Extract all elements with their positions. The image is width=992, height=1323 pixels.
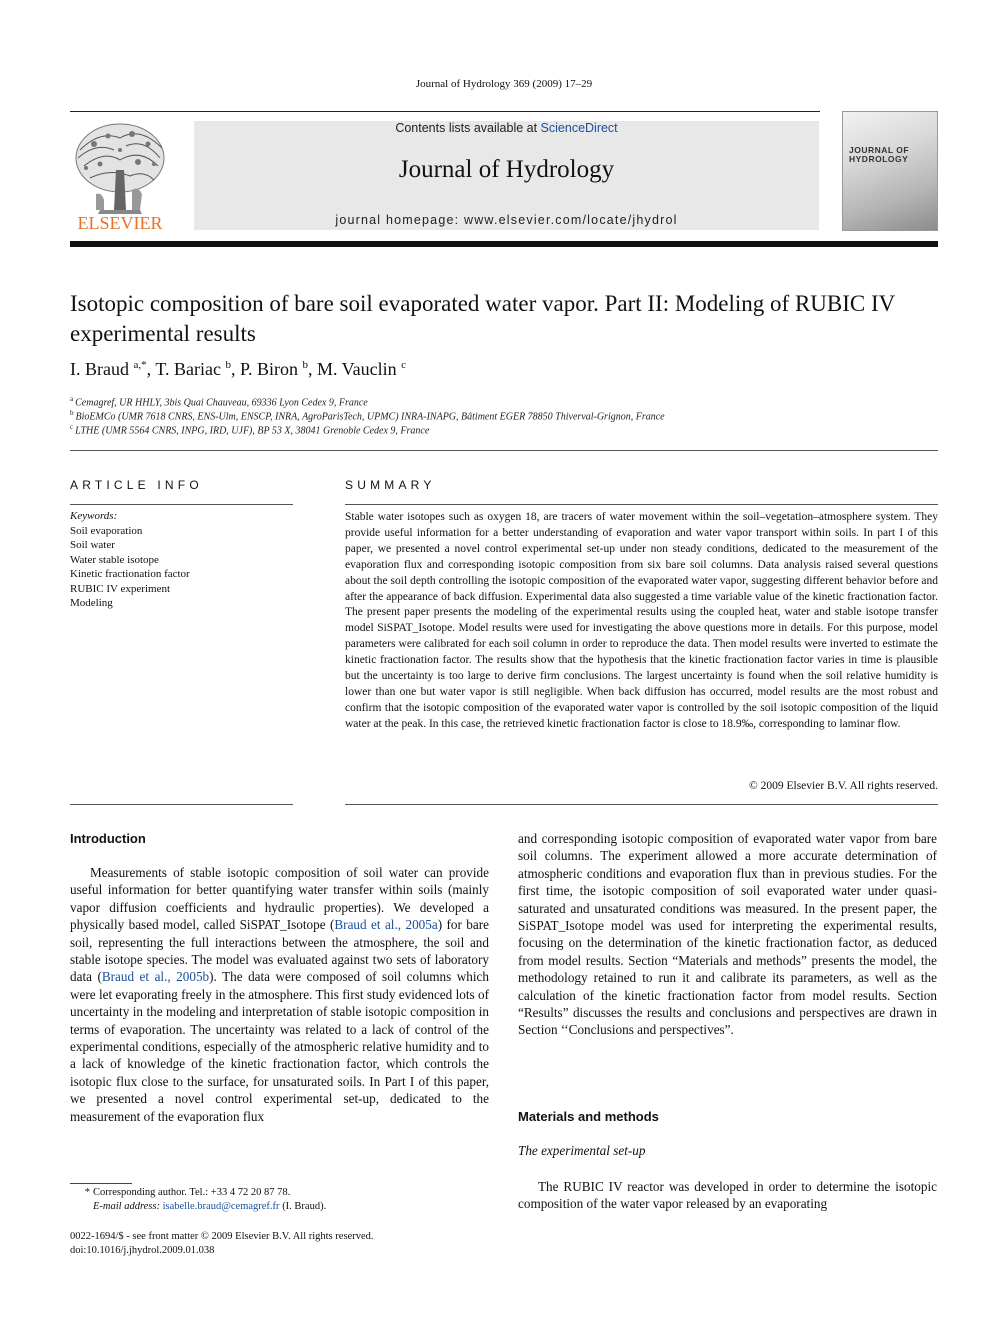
author-list: I. Braud $^{a,*}$, T. Bariac $^b$, P. Biron $^b$, M. Vauclin $^c$ [70,359,407,379]
issn-line: 0022-1694/$ - see front matter © 2009 Elsevier B.V. All rights reserved. [70,1231,374,1242]
divider [70,504,293,505]
running-head: Journal of Hydrology 369 (2009) 17–29 [415,78,593,90]
elsevier-logo[interactable] [70,120,170,232]
affiliation-mark: c [70,423,74,431]
contents-line [194,121,819,135]
email-link[interactable]: isabelle.braud@cemagref.fr [162,1201,280,1212]
elsevier-wordmark: ELSEVIER [77,213,163,232]
divider [345,804,938,805]
doi-line[interactable]: doi:10.1016/j.jhydrol.2009.01.038 [70,1245,215,1256]
author-name[interactable]: M. Vauclin [316,359,397,379]
contents-prefix: Contents lists available at [395,121,541,135]
header-rule [70,111,820,112]
affiliation-mark: a [70,395,74,403]
front-matter [70,1230,490,1258]
footnote [70,1186,490,1214]
footnote-marker: * [84,1187,90,1198]
text-run: ). The data were composed of soil columns which were let evaporating freely in the atmosphere. This first study evidenced lots of uncertainty in the modeling and interpretation of stable isotopic composition in terms of evaporation. The uncertainty was related to a lack of control of the experimental conditions, especially of the atmospheric relative humidity and to a lack of knowledge of the kinetic fractionation factor, which controls the isotopic flux close to the surface, for unsaturated soils. In Part I of this paper, we presented a novel control experimental set-up, dedicated to the measurement of the evaporation flux [70,969,490,1124]
article-title: Isotopic composition of bare soil evaporated water vapor. Part II: Modeling of RUBIC IV experimental results [70,291,895,346]
article-info-heading: ARTICLE INFO [70,478,203,492]
journal-cover-image[interactable] [842,111,938,231]
author-name[interactable]: P. Biron [239,359,298,379]
journal-homepage[interactable]: journal homepage: www.elsevier.com/locate/jhydrol [335,213,678,227]
citation-link[interactable]: Braud et al., 2005b [101,969,210,985]
header-thick-rule [70,241,938,247]
affiliation-mark: b [70,409,74,417]
affiliation-text: LTHE (UMR 5564 CNRS, INPG, IRD, UJF), BP 53 X, 38041 Grenoble Cedex 9, France [75,425,430,437]
keywords-list [70,509,293,611]
copyright-notice: © 2009 Elsevier B.V. All rights reserved. [749,780,938,792]
paragraph: The RUBIC IV reactor was developed in order to determine the isotopic composition of the water vapor released by an evaporating [518,1179,937,1212]
subsection-heading: The experimental set-up [518,1143,646,1158]
keyword: Soil water [70,539,115,551]
affiliation-text: BioEMCo (UMR 7618 CNRS, ENS-Ulm, ENSCP, INRA, AgroParisTech, UPMC) INRA-INAPG, Bâtiment EGER 78850 Thiverval-Grignon, France [75,411,665,423]
affiliation [70,395,930,408]
introduction-heading: Introduction [70,831,146,846]
footnote-rule [70,1183,132,1184]
affiliation-text: Cemagref, UR HHLY, 3bis Quai Chauveau, 69336 Lyon Cedex 9, France [75,397,368,409]
email-suffix: (I. Braud). [279,1201,327,1212]
summary-text: Stable water isotopes such as oxygen 18, are tracers of water movement within the soil–vegetation–atmosphere system. They provide useful information for a better understanding of evaporation and water vapor transport within soils. In part I of this paper, we presented a novel control experimental set-up under non steady conditions, dedicated to the measurement of the evaporation flux and corresponding isotopic composition from six bare soil columns. Data analysis raised several questions about the soil depth controlling the isotopic composition of the evaporated water vapor, suggesting different behavior before and after the appearance of back diffusion. Experimental data also suggested a time variable value of the kinetic fractionation factor. The present paper presents the modeling of the experimental results using the coupled heat, water and stable isotope transfer model SiSPAT_Isotope. Model results were used for investigating the above questions more in details. For this purpose, model parameters were calibrated for each soil column in order to reproduce the data. Then model results were inverted to estimate the kinetic fractionation factor. The results show that the hypothesis that the kinetic fractionation factor varies in time is plausible but the uncertainty is too large to derive firm conclusions. The largest uncertainty is found when the soil relative humidity is lower than one but water vapor is still negligible. When back diffusion has occurred, model results are the most robust and confirm that the isotopic composition of the evaporated water vapor is controlled by the soil isotopic composition of the liquid water at the peak. In this case, the retrieved kinetic fractionation factor is close to 18.9‰, corresponding to laminar flow. [345,511,938,730]
keyword: Soil evaporation [70,524,143,537]
divider [345,504,938,505]
keyword: RUBIC IV experiment [70,582,171,595]
section-divider [70,450,938,451]
keywords-label: Keywords: [70,510,118,522]
setup-body [518,1178,937,1213]
introduction-body [70,864,489,1125]
sciencedirect-link[interactable]: ScienceDirect [540,121,618,135]
elsevier-tree-icon [70,120,170,232]
author-name[interactable]: I. Braud [70,359,129,379]
materials-methods-heading: Materials and methods [518,1109,659,1124]
affiliation [70,423,930,436]
keyword: Modeling [70,597,113,609]
cover-title: JOURNAL OF HYDROLOGY [849,145,910,164]
keyword: Kinetic fractionation factor [70,568,190,580]
text-run: Measurements of stable isotopic composition of soil water can provide useful information for better quantifying water transfer within soils (mainly vapor diffusion coefficients and hydraulic properties). We developed a physically based model, called SiSPAT_Isotope ( [70,865,489,933]
summary-heading: SUMMARY [345,478,436,492]
author-affiliation-mark: b [225,359,231,371]
corresponding-author: Corresponding author. Tel.: +33 4 72 20 87 78. [93,1187,291,1198]
keyword: Water stable isotope [70,553,159,566]
paragraph [70,864,489,1125]
author-affiliation-mark: a,* [133,359,147,371]
text-run: ) for bare soil, representing the full interactions between the atmosphere, the soil and stable isotope species. The model was evaluated against two sets of laboratory data ( [70,917,489,985]
author-affiliation-mark: b [302,359,308,371]
citation-link[interactable]: Braud et al., 2005a [334,917,438,933]
divider [70,804,293,805]
introduction-continued [518,830,937,1039]
journal-title: Journal of Hydrology [398,156,615,183]
author-name[interactable]: T. Bariac [155,359,221,379]
author-affiliation-mark: c [401,359,407,371]
email-label: E-mail address: [93,1201,160,1212]
affiliation [70,409,930,422]
paragraph: and corresponding isotopic composition of evaporated water vapor from bare soil columns. The experiment allowed a more accurate determination of atmospheric conditions and evaporation flux than in previous studies. For the first time, the isotopic composition of soil evaporated water under quasi-saturated and unsaturated conditions was measured. In the present paper, the SiSPAT_Isotope model was used for interpreting the experimental results, focusing on the determination of the kinetic fractionation factor, as deduced from model results. Section “Materials and methods” presents the model, the methodology retained to run it and calibrate its parameters, as well as the calculation of the kinetic fractionation factor from model results. Section “Results” discusses the results and conclusions and perspectives are drawn in Section ‘‘Conclusions and perspectives”. [518,831,937,1038]
